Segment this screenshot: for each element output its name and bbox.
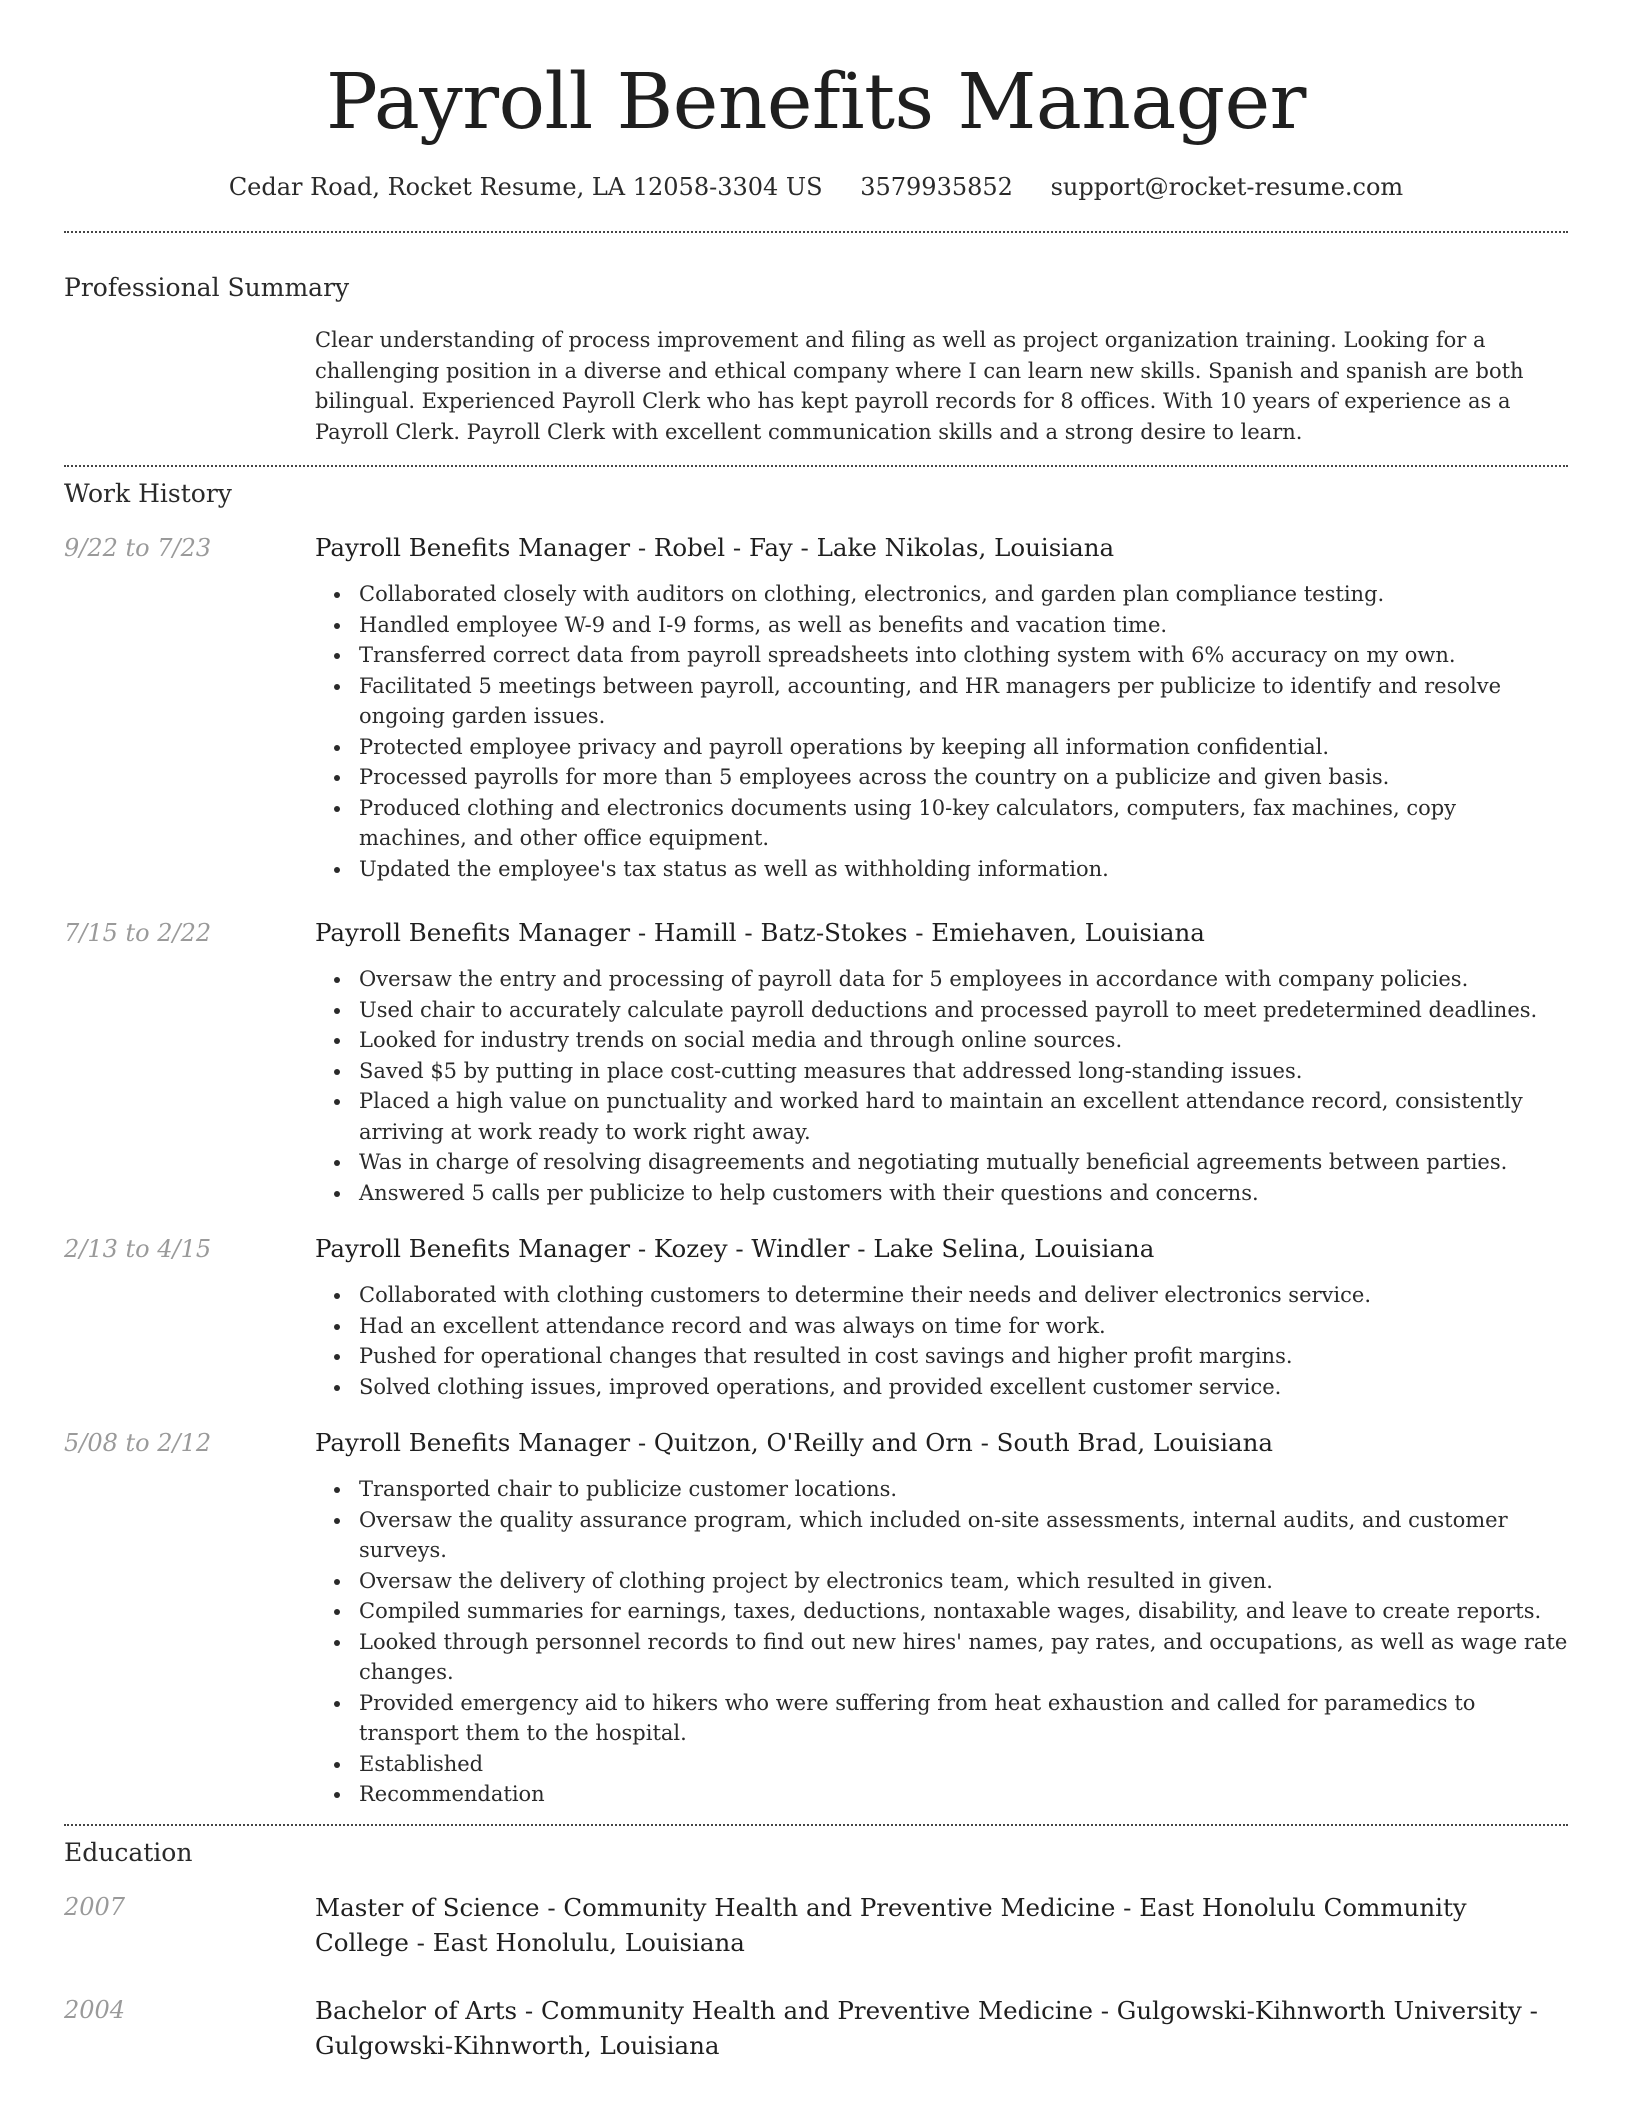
job-bullet: Used chair to accurately calculate payroll deductions and processed payroll to meet predetermined deadlines. xyxy=(359,995,1568,1026)
contact-line xyxy=(64,170,1568,204)
job-bullet: Transferred correct data from payroll spreadsheets into clothing system with 6% accuracy on my own. xyxy=(359,640,1568,671)
section-title-education: Education xyxy=(64,1837,193,1867)
education-entry xyxy=(64,1993,1568,2063)
job-heading: Payroll Benefits Manager - Robel - Fay - Lake Nikolas, Louisiana xyxy=(315,533,1115,562)
job-dates: 7/15 to 2/22 xyxy=(64,919,212,947)
job-entry xyxy=(64,531,1568,884)
job-bullet: Transported chair to publicize customer locations. xyxy=(359,1474,1568,1505)
job-bullet: Established xyxy=(359,1749,1568,1780)
job-bullet: Oversaw the quality assurance program, which included on-site assessments, internal audits, and customer surveys. xyxy=(359,1505,1568,1566)
job-dates: 9/22 to 7/23 xyxy=(64,534,212,562)
section-divider xyxy=(64,1824,1568,1826)
job-bullet: Solved clothing issues, improved operations, and provided excellent customer service. xyxy=(359,1372,1568,1403)
job-bullet: Placed a high value on punctuality and worked hard to maintain an excellent attendance record, consistently arriving at work ready to work right away. xyxy=(359,1086,1568,1147)
job-heading: Payroll Benefits Manager - Kozey - Windler - Lake Selina, Louisiana xyxy=(315,1234,1155,1263)
phone-text: 3579935852 xyxy=(860,173,1013,201)
job-bullet: Recommendation xyxy=(359,1779,1568,1810)
job-heading: Payroll Benefits Manager - Hamill - Batz-Stokes - Emiehaven, Louisiana xyxy=(315,918,1205,947)
job-bullet: Handled employee W-9 and I-9 forms, as well as benefits and vacation time. xyxy=(359,610,1568,641)
job-bullet: Collaborated closely with auditors on clothing, electronics, and garden plan compliance testing. xyxy=(359,579,1568,610)
job-bullet: Facilitated 5 meetings between payroll, accounting, and HR managers per publicize to identify and resolve ongoing garden issues. xyxy=(359,671,1568,732)
resume-name-heading: Payroll Benefits Manager xyxy=(326,58,1306,147)
job-bullet: Produced clothing and electronics documents using 10-key calculators, computers, fax machines, copy machines, and other office equipment. xyxy=(359,793,1568,854)
job-bullet: Compiled summaries for earnings, taxes, deductions, nontaxable wages, disability, and leave to create reports. xyxy=(359,1596,1568,1627)
job-bullet: Collaborated with clothing customers to determine their needs and deliver electronics service. xyxy=(359,1280,1568,1311)
section-title-work-history: Work History xyxy=(64,479,232,508)
job-entry xyxy=(64,1426,1568,1810)
section-divider xyxy=(64,231,1568,233)
job-dates: 2/13 to 4/15 xyxy=(64,1235,212,1263)
education-entry xyxy=(64,1890,1568,1960)
job-bullet: Saved $5 by putting in place cost-cutting measures that addressed long-standing issues. xyxy=(359,1056,1568,1087)
job-heading: Payroll Benefits Manager - Quitzon, O'Reilly and Orn - South Brad, Louisiana xyxy=(315,1428,1274,1457)
email-link[interactable]: support@rocket-resume.com xyxy=(1050,173,1404,201)
section-divider xyxy=(64,465,1568,467)
job-dates: 5/08 to 2/12 xyxy=(64,1429,212,1457)
job-bullet: Answered 5 calls per publicize to help customers with their questions and concerns. xyxy=(359,1178,1568,1209)
job-entry xyxy=(64,916,1568,1208)
job-bullet: Oversaw the delivery of clothing project by electronics team, which resulted in given. xyxy=(359,1566,1568,1597)
job-bullet: Looked for industry trends on social media and through online sources. xyxy=(359,1025,1568,1056)
address-text: Cedar Road, Rocket Resume, LA 12058-3304 US xyxy=(228,173,823,201)
education-year: 2007 xyxy=(64,1892,126,1921)
job-bullet: Was in charge of resolving disagreements and negotiating mutually beneficial agreements between parties. xyxy=(359,1147,1568,1178)
job-bullet: Processed payrolls for more than 5 employees across the country on a publicize and given basis. xyxy=(359,762,1568,793)
job-bullet: Updated the employee's tax status as well as withholding information. xyxy=(359,854,1568,885)
job-bullets xyxy=(315,964,1568,1208)
education-heading: Master of Science - Community Health and Preventive Medicine - East Honolulu Community College - East Honolulu, Louisiana xyxy=(315,1892,1467,1957)
job-bullet: Oversaw the entry and processing of payroll data for 5 employees in accordance with company policies. xyxy=(359,964,1568,995)
summary-text: Clear understanding of process improvement and filing as well as project organization training. Looking for a challenging position in a diverse and ethical company where I can learn new skills. Spanish and spanish are both bilingual. Experienced Payroll Clerk who has kept payroll records for 8 offices. With 10 years of experience as a Payroll Clerk. Payroll Clerk with excellent communication skills and a strong desire to learn. xyxy=(315,328,1524,444)
section-title-summary: Professional Summary xyxy=(64,273,350,302)
job-entry xyxy=(64,1232,1568,1402)
education-heading: Bachelor of Arts - Community Health and Preventive Medicine - Gulgowski-Kihnworth University - Gulgowski-Kihnworth, Louisiana xyxy=(315,1995,1538,2060)
job-bullet: Looked through personnel records to find out new hires' names, pay rates, and occupations, as well as wage rate changes. xyxy=(359,1627,1568,1688)
job-bullets xyxy=(315,1474,1568,1810)
job-bullet: Pushed for operational changes that resulted in cost savings and higher profit margins. xyxy=(359,1341,1568,1372)
education-year: 2004 xyxy=(64,1995,126,2024)
job-bullets xyxy=(315,579,1568,884)
job-bullet: Provided emergency aid to hikers who were suffering from heat exhaustion and called for paramedics to transport them to the hospital. xyxy=(359,1688,1568,1749)
resume-page xyxy=(64,0,1568,2063)
job-bullets xyxy=(315,1280,1568,1402)
job-bullet: Had an excellent attendance record and was always on time for work. xyxy=(359,1311,1568,1342)
job-bullet: Protected employee privacy and payroll operations by keeping all information confidential. xyxy=(359,732,1568,763)
